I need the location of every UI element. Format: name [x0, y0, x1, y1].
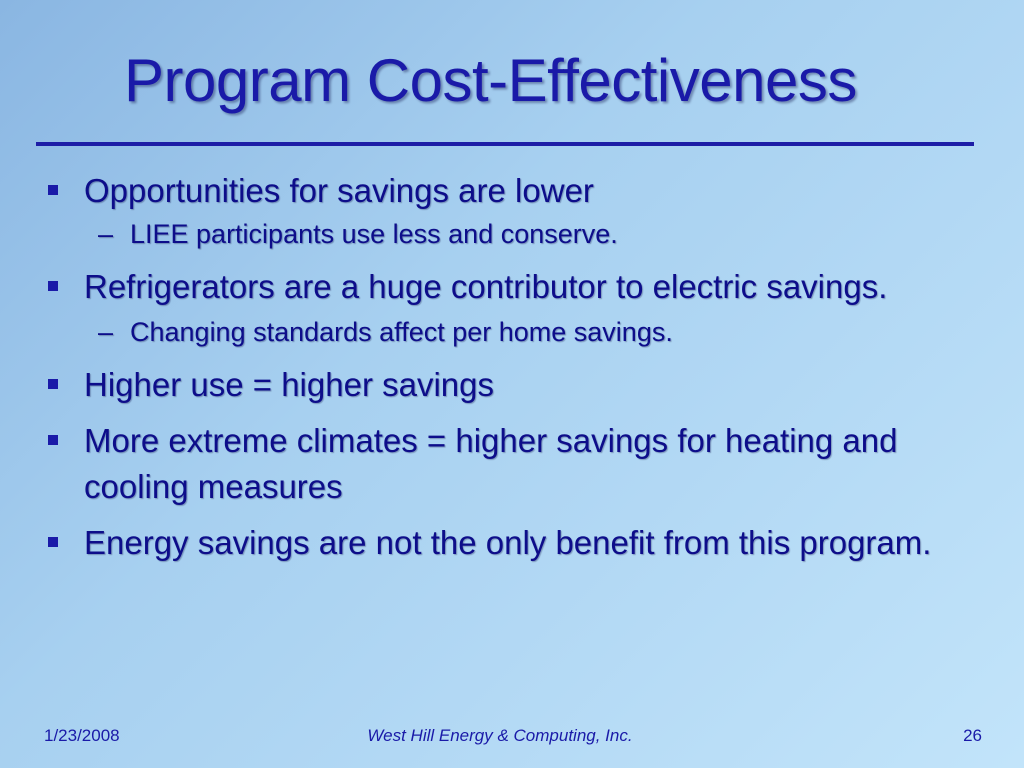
slide-title: Program Cost-Effectiveness: [124, 47, 857, 114]
dash-bullet: –: [98, 219, 114, 249]
sub-bullet-text: Changing standards affect per home savings.: [130, 317, 673, 347]
footer-date: 1/23/2008: [44, 726, 120, 745]
bullet-item: [0, 168, 1024, 214]
bullet-list: [0, 168, 1024, 566]
sub-bullet-item: [0, 216, 1024, 252]
sub-bullet-item: [0, 314, 1024, 350]
bullet-item: [0, 264, 1024, 310]
square-bullet-icon: [48, 185, 58, 195]
bullet-text: More extreme climates = higher savings for heating and cooling measures: [84, 422, 898, 505]
bullet-text: Opportunities for savings are lower: [84, 172, 594, 209]
square-bullet-icon: [48, 379, 58, 389]
bullet-item: [0, 418, 1024, 510]
bullet-item: [0, 520, 1024, 566]
bullet-text: Energy savings are not the only benefit from this program.: [84, 524, 932, 561]
bullet-text: Refrigerators are a huge contributor to electric savings.: [84, 268, 888, 305]
square-bullet-icon: [48, 435, 58, 445]
bullet-text: Higher use = higher savings: [84, 366, 494, 403]
bullet-item: [0, 362, 1024, 408]
page-number: 26: [963, 726, 982, 745]
title-divider: [36, 142, 974, 146]
square-bullet-icon: [48, 537, 58, 547]
dash-bullet: –: [98, 317, 114, 347]
sub-bullet-text: LIEE participants use less and conserve.: [130, 219, 618, 249]
square-bullet-icon: [48, 281, 58, 291]
footer-organization: West Hill Energy & Computing, Inc.: [367, 726, 633, 745]
